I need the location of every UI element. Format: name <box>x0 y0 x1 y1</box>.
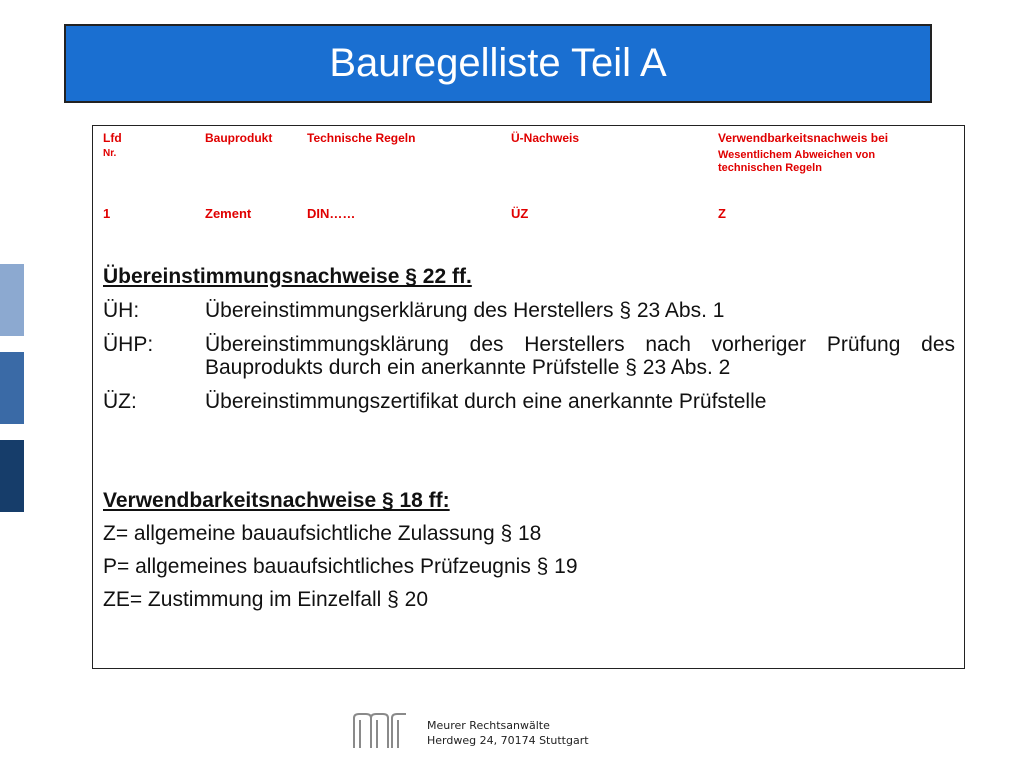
header-bauprodukt: Bauprodukt <box>205 131 273 145</box>
row-bauprodukt: Zement <box>205 206 252 221</box>
mr-logo-icon <box>352 712 408 750</box>
item-text: Übereinstimmungszertifikat durch eine anerkannte Prüfstelle <box>205 390 767 413</box>
header-lfd-line1: Lfd <box>103 131 122 145</box>
footer-line2: Herdweg 24, 70174 Stuttgart <box>427 734 589 747</box>
header-lfd <box>103 131 122 161</box>
uebereinstimmung-item <box>103 333 955 379</box>
side-tab-medium <box>0 352 24 424</box>
side-tab-dark <box>0 440 24 512</box>
title-bar <box>64 24 932 103</box>
item-label: ÜHP: <box>103 333 154 356</box>
uebereinstimmung-item <box>103 299 955 322</box>
header-technische-regeln: Technische Regeln <box>307 131 416 145</box>
row-technische-regeln: DIN…… <box>307 206 356 221</box>
footer-line1: Meurer Rechtsanwälte <box>427 719 550 732</box>
uebereinstimmung-item <box>103 390 955 413</box>
uebereinstimmung-heading: Übereinstimmungsnachweise § 22 ff. <box>103 265 472 288</box>
row-verwendbarkeit: Z <box>718 206 726 221</box>
row-lfd: 1 <box>103 206 111 221</box>
page-title: Bauregelliste Teil A <box>329 41 667 85</box>
header-lfd-line2: Nr. <box>103 148 117 159</box>
header-verwendbarkeit <box>718 131 888 175</box>
verwendbarkeit-section <box>103 489 955 611</box>
verwendbarkeit-item: Z= allgemeine bauaufsichtliche Zulassung § 18 <box>103 522 542 545</box>
verwendbarkeit-item: ZE= Zustimmung im Einzelfall § 20 <box>103 588 429 611</box>
header-ue-nachweis: Ü-Nachweis <box>511 131 580 145</box>
verwendbarkeit-item: P= allgemeines bauaufsichtliches Prüfzeugnis § 19 <box>103 555 578 578</box>
item-text: Übereinstimmungsklärung des Herstellers nach vorheriger Prüfung des Bauprodukts durch ein anerkannte Prüfstelle § 23 Abs. 2 <box>205 333 955 379</box>
item-text: Übereinstimmungserklärung des Herstellers § 23 Abs. 1 <box>205 299 725 322</box>
row-ue-nachweis: ÜZ <box>511 206 529 221</box>
header-verwendbarkeit-line2: Wesentlichem Abweichen von <box>718 149 876 161</box>
header-verwendbarkeit-line3: technischen Regeln <box>718 162 822 174</box>
side-tab-light <box>0 264 24 336</box>
item-label: ÜH: <box>103 299 140 322</box>
uebereinstimmung-section <box>103 265 955 413</box>
footer-address <box>427 718 589 748</box>
header-verwendbarkeit-line1: Verwendbarkeitsnachweis bei <box>718 131 889 145</box>
verwendbarkeit-heading: Verwendbarkeitsnachweise § 18 ff: <box>103 489 450 512</box>
item-label: ÜZ: <box>103 390 137 413</box>
